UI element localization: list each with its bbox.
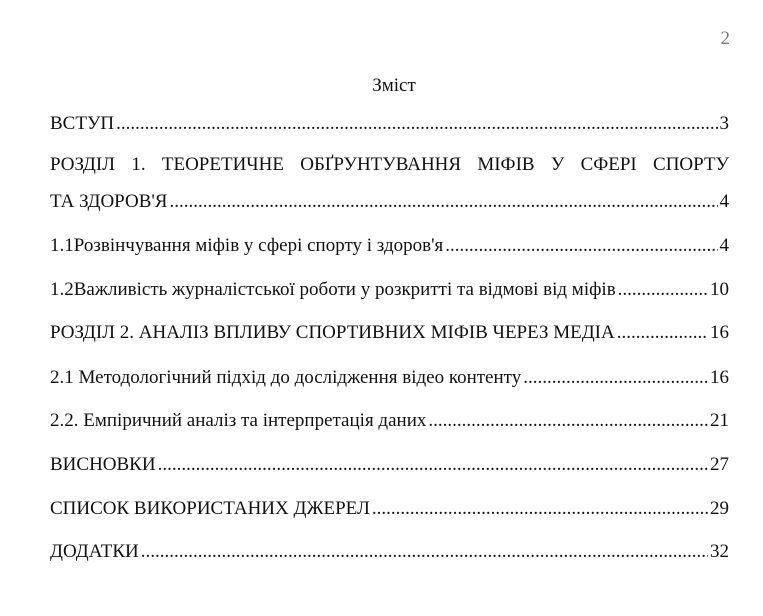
toc-entry-chapter-2[interactable] <box>50 321 729 345</box>
toc-entry-page: 16 <box>710 367 729 388</box>
toc-entry-page: 4 <box>719 191 729 212</box>
toc-entry-chapter-1[interactable] <box>50 153 729 214</box>
toc-entry-page: 4 <box>719 235 729 256</box>
dot-leader <box>618 278 708 302</box>
toc-entry-label: 2.1 Методологічний підхід до дослідження відео контенту <box>50 367 522 388</box>
toc-entry-page: 21 <box>710 410 729 431</box>
toc-entry-conclusions[interactable] <box>50 453 729 477</box>
toc-entry-page: 16 <box>710 322 729 343</box>
toc-entry-label: ВИСНОВКИ <box>50 454 156 475</box>
toc-entry-label: СПИСОК ВИКОРИСТАНИХ ДЖЕРЕЛ <box>50 498 370 519</box>
toc-entry-appendices[interactable] <box>50 540 729 564</box>
dot-leader <box>116 112 717 136</box>
dot-leader <box>523 366 708 390</box>
toc-entry-references[interactable] <box>50 497 729 521</box>
toc-title: Зміст <box>372 75 416 96</box>
toc-entry-section-2-1[interactable] <box>50 366 729 390</box>
toc-entry-page: 32 <box>710 541 729 562</box>
toc-entry-page: 27 <box>710 454 729 475</box>
toc-entry-label: ВСТУП <box>50 113 115 134</box>
page-number: 2 <box>720 28 730 49</box>
toc-entry-label: 1.1Розвінчування міфів у сфері спорту і здоров'я <box>50 235 444 256</box>
dot-leader <box>428 409 708 433</box>
toc-entry-label: РОЗДІЛ 2. АНАЛІЗ ВПЛИВУ СПОРТИВНИХ МІФІВ ЧЕРЕЗ МЕДІА <box>50 322 615 343</box>
toc-entry-label: ТА ЗДОРОВ'Я <box>50 191 168 212</box>
dot-leader <box>372 497 708 521</box>
dot-leader <box>169 190 717 214</box>
dot-leader <box>158 453 708 477</box>
dot-leader <box>141 540 708 564</box>
toc-entry-label-line1: РОЗДІЛ 1. ТЕОРЕТИЧНЕ ОБҐРУНТУВАННЯ МІФІВ У СФЕРІ СПОРТУ <box>50 154 729 175</box>
toc-entry-page: 3 <box>719 113 729 134</box>
toc-entry-intro[interactable] <box>50 112 729 136</box>
dot-leader <box>445 234 717 258</box>
toc-entry-section-2-2[interactable] <box>50 409 729 433</box>
toc-entry-label: ДОДАТКИ <box>50 541 139 562</box>
toc-entry-page: 10 <box>710 279 729 300</box>
toc-entry-label: 2.2. Емпіричний аналіз та інтерпретація даних <box>50 410 427 431</box>
toc-entry-page: 29 <box>710 498 729 519</box>
dot-leader <box>617 321 708 345</box>
toc-entry-section-1-1[interactable] <box>50 234 729 258</box>
toc-entry-section-1-2[interactable] <box>50 278 729 302</box>
toc-entry-label: 1.2Важливість журналістської роботи у розкритті та відмові від міфів <box>50 279 616 300</box>
